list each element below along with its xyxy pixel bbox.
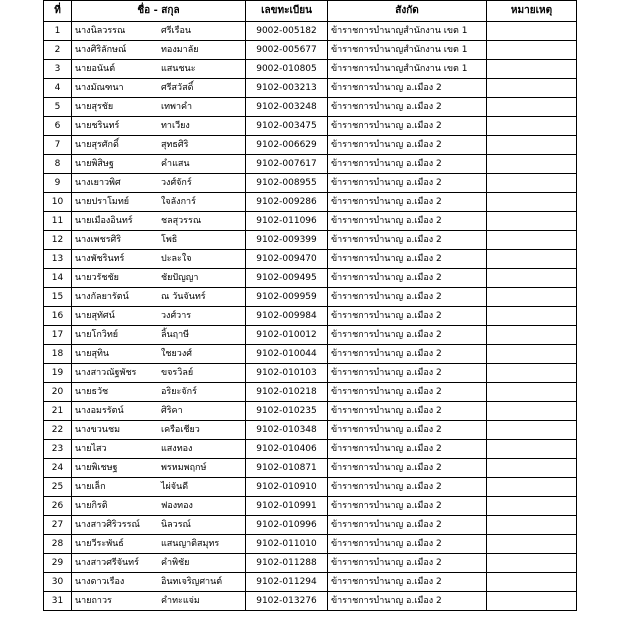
affiliation: ข้าราชการบำนาญ อ.เมือง 2	[328, 383, 487, 402]
remark	[487, 421, 577, 440]
affiliation: ข้าราชการบำนาญ อ.เมือง 2	[328, 478, 487, 497]
affiliation: ข้าราชการบำนาญ อ.เมือง 2	[328, 174, 487, 193]
row-number: 15	[44, 288, 72, 307]
last-name: ทองมาลัย	[161, 45, 199, 55]
remark	[487, 478, 577, 497]
registration-number: 9102-003248	[246, 98, 328, 117]
first-name: นายพิสิษฐ	[75, 159, 114, 169]
full-name	[72, 554, 246, 573]
registration-number: 9102-011010	[246, 535, 328, 554]
row-number: 12	[44, 231, 72, 250]
table-row	[44, 193, 577, 212]
table-row	[44, 383, 577, 402]
table-row	[44, 497, 577, 516]
affiliation: ข้าราชการบำนาญ อ.เมือง 2	[328, 345, 487, 364]
last-name: คำทะแจ่ม	[161, 596, 200, 606]
row-number: 29	[44, 554, 72, 573]
remark	[487, 288, 577, 307]
full-name	[72, 573, 246, 592]
first-name: นางมัณฑนา	[75, 83, 124, 93]
last-name: แสนญาติสมุทร	[161, 539, 220, 549]
table-row	[44, 421, 577, 440]
registration-number: 9102-009959	[246, 288, 328, 307]
remark	[487, 155, 577, 174]
table-row	[44, 402, 577, 421]
header-code: เลขทะเบียน	[246, 1, 328, 22]
last-name: วงศ์จักร์	[161, 178, 192, 188]
first-name: นายสุรชัย	[75, 102, 114, 112]
last-name: ใชยวงศ์	[161, 349, 192, 359]
first-name: นายเล็ก	[75, 482, 106, 492]
header-name: ชื่อ - สกุล	[72, 1, 246, 22]
full-name	[72, 231, 246, 250]
affiliation: ข้าราชการบำนาญ อ.เมือง 2	[328, 402, 487, 421]
remark	[487, 193, 577, 212]
affiliation: ข้าราชการบำนาญ อ.เมือง 2	[328, 554, 487, 573]
row-number: 26	[44, 497, 72, 516]
full-name	[72, 421, 246, 440]
table-row	[44, 573, 577, 592]
full-name	[72, 516, 246, 535]
last-name: นิลวรณ์	[161, 520, 191, 530]
first-name: นายอนันต์	[75, 64, 116, 74]
remark	[487, 174, 577, 193]
first-name: นายถาวร	[75, 596, 112, 606]
full-name	[72, 364, 246, 383]
table-row	[44, 326, 577, 345]
registration-number: 9102-011096	[246, 212, 328, 231]
full-name	[72, 250, 246, 269]
affiliation: ข้าราชการบำนาญ อ.เมือง 2	[328, 592, 487, 611]
row-number: 7	[44, 136, 72, 155]
registration-number: 9102-008955	[246, 174, 328, 193]
first-name: นายกิรติ	[75, 501, 108, 511]
table-row	[44, 136, 577, 155]
full-name	[72, 79, 246, 98]
last-name: ศิริคา	[161, 406, 183, 416]
remark	[487, 41, 577, 60]
table-row	[44, 212, 577, 231]
registration-number: 9102-003475	[246, 117, 328, 136]
header-no: ที่	[44, 1, 72, 22]
remark	[487, 307, 577, 326]
row-number: 4	[44, 79, 72, 98]
registration-number: 9102-010406	[246, 440, 328, 459]
first-name: นายเมืองอินทร์	[75, 216, 133, 226]
last-name: อินทเจริญศานต์	[161, 577, 223, 587]
row-number: 19	[44, 364, 72, 383]
full-name	[72, 535, 246, 554]
last-name: ชลสุวรรณ	[161, 216, 202, 226]
last-name: ทาเวียง	[161, 121, 190, 131]
table-row	[44, 79, 577, 98]
table-row	[44, 155, 577, 174]
remark	[487, 383, 577, 402]
table-row	[44, 174, 577, 193]
affiliation: ข้าราชการบำนาญ อ.เมือง 2	[328, 497, 487, 516]
full-name	[72, 136, 246, 155]
table-row	[44, 60, 577, 79]
member-table	[43, 0, 577, 611]
registration-number: 9102-010103	[246, 364, 328, 383]
registration-number: 9102-010235	[246, 402, 328, 421]
header-unit: สังกัด	[328, 1, 487, 22]
row-number: 25	[44, 478, 72, 497]
last-name: วงศ์วาร	[161, 311, 192, 321]
row-number: 27	[44, 516, 72, 535]
first-name: นายสุรศักดิ์	[75, 140, 119, 150]
table-row	[44, 554, 577, 573]
affiliation: ข้าราชการบำนาญ อ.เมือง 2	[328, 193, 487, 212]
registration-number: 9102-006629	[246, 136, 328, 155]
first-name: นางนิลวรรณ	[75, 26, 126, 36]
row-number: 18	[44, 345, 72, 364]
last-name: ศรีเรือน	[161, 26, 192, 36]
last-name: ใจลังการ์	[161, 197, 196, 207]
first-name: นายสุทิน	[75, 349, 110, 359]
full-name	[72, 22, 246, 41]
last-name: คำพิชัย	[161, 558, 190, 568]
table-row	[44, 535, 577, 554]
table-row	[44, 231, 577, 250]
row-number: 22	[44, 421, 72, 440]
full-name	[72, 345, 246, 364]
row-number: 20	[44, 383, 72, 402]
row-number: 10	[44, 193, 72, 212]
full-name	[72, 98, 246, 117]
table-row	[44, 307, 577, 326]
row-number: 16	[44, 307, 72, 326]
affiliation: ข้าราชการบำนาญสำนักงาน เขต 1	[328, 41, 487, 60]
registration-number: 9102-010991	[246, 497, 328, 516]
registration-number: 9002-005677	[246, 41, 328, 60]
full-name	[72, 41, 246, 60]
registration-number: 9102-010871	[246, 459, 328, 478]
affiliation: ข้าราชการบำนาญ อ.เมือง 2	[328, 288, 487, 307]
remark	[487, 364, 577, 383]
affiliation: ข้าราชการบำนาญ อ.เมือง 2	[328, 307, 487, 326]
table-row	[44, 98, 577, 117]
full-name	[72, 193, 246, 212]
full-name	[72, 117, 246, 136]
table-row	[44, 592, 577, 611]
affiliation: ข้าราชการบำนาญ อ.เมือง 2	[328, 231, 487, 250]
registration-number: 9002-010805	[246, 60, 328, 79]
remark	[487, 231, 577, 250]
table-row	[44, 364, 577, 383]
remark	[487, 136, 577, 155]
registration-number: 9102-010996	[246, 516, 328, 535]
registration-number: 9102-009470	[246, 250, 328, 269]
last-name: ลิ้นฤาษี	[161, 330, 190, 340]
registration-number: 9102-007617	[246, 155, 328, 174]
last-name: ศรีสวัสดิ์	[161, 83, 194, 93]
first-name: นายธวัช	[75, 387, 109, 397]
first-name: นายปราโมทย์	[75, 197, 130, 207]
row-number: 28	[44, 535, 72, 554]
last-name: ไผ่จันดี	[161, 482, 189, 492]
last-name: เทพาคำ	[161, 102, 193, 112]
remark	[487, 117, 577, 136]
registration-number: 9002-005182	[246, 22, 328, 41]
full-name	[72, 60, 246, 79]
affiliation: ข้าราชการบำนาญ อ.เมือง 2	[328, 117, 487, 136]
table-row	[44, 117, 577, 136]
row-number: 21	[44, 402, 72, 421]
remark	[487, 212, 577, 231]
first-name: นางอมรรัตน์	[75, 406, 124, 416]
affiliation: ข้าราชการบำนาญ อ.เมือง 2	[328, 364, 487, 383]
row-number: 3	[44, 60, 72, 79]
affiliation: ข้าราชการบำนาญสำนักงาน เขต 1	[328, 22, 487, 41]
row-number: 24	[44, 459, 72, 478]
remark	[487, 345, 577, 364]
full-name	[72, 307, 246, 326]
remark	[487, 592, 577, 611]
first-name: นายพิเชษฐ	[75, 463, 118, 473]
remark	[487, 554, 577, 573]
row-number: 8	[44, 155, 72, 174]
affiliation: ข้าราชการบำนาญ อ.เมือง 2	[328, 573, 487, 592]
full-name	[72, 269, 246, 288]
first-name: นายวีระพันธ์	[75, 539, 124, 549]
full-name	[72, 592, 246, 611]
registration-number: 9102-013276	[246, 592, 328, 611]
registration-number: 9102-010910	[246, 478, 328, 497]
full-name	[72, 383, 246, 402]
last-name: คำแสน	[161, 159, 190, 169]
last-name: ขจรวิลย์	[161, 368, 194, 378]
first-name: นางพัชรินทร์	[75, 254, 125, 264]
last-name: ณ วันจันทร์	[161, 292, 206, 302]
first-name: นางกัลยารัตน์	[75, 292, 129, 302]
last-name: ฟองทอง	[161, 501, 193, 511]
full-name	[72, 440, 246, 459]
table-row	[44, 41, 577, 60]
remark	[487, 269, 577, 288]
full-name	[72, 174, 246, 193]
affiliation: ข้าราชการบำนาญ อ.เมือง 2	[328, 98, 487, 117]
remark	[487, 98, 577, 117]
affiliation: ข้าราชการบำนาญ อ.เมือง 2	[328, 421, 487, 440]
first-name: นางเยาวพิศ	[75, 178, 121, 188]
last-name: ปะละใจ	[161, 254, 192, 264]
remark	[487, 402, 577, 421]
first-name: นายโกวิทย์	[75, 330, 119, 340]
registration-number: 9102-009286	[246, 193, 328, 212]
table-row	[44, 478, 577, 497]
row-number: 1	[44, 22, 72, 41]
remark	[487, 497, 577, 516]
full-name	[72, 288, 246, 307]
registration-number: 9102-010044	[246, 345, 328, 364]
table-row	[44, 345, 577, 364]
first-name: นายชรินทร์	[75, 121, 120, 131]
last-name: เครือเชียว	[161, 425, 200, 435]
last-name: สุทธศิริ	[161, 140, 189, 150]
remark	[487, 535, 577, 554]
affiliation: ข้าราชการบำนาญ อ.เมือง 2	[328, 79, 487, 98]
full-name	[72, 326, 246, 345]
affiliation: ข้าราชการบำนาญ อ.เมือง 2	[328, 250, 487, 269]
affiliation: ข้าราชการบำนาญ อ.เมือง 2	[328, 535, 487, 554]
table-row	[44, 250, 577, 269]
affiliation: ข้าราชการบำนาญ อ.เมือง 2	[328, 269, 487, 288]
full-name	[72, 155, 246, 174]
header-note: หมายเหตุ	[487, 1, 577, 22]
remark	[487, 573, 577, 592]
row-number: 13	[44, 250, 72, 269]
remark	[487, 440, 577, 459]
affiliation: ข้าราชการบำนาญ อ.เมือง 2	[328, 440, 487, 459]
table-row	[44, 22, 577, 41]
affiliation: ข้าราชการบำนาญ อ.เมือง 2	[328, 516, 487, 535]
registration-number: 9102-009984	[246, 307, 328, 326]
full-name	[72, 459, 246, 478]
full-name	[72, 212, 246, 231]
first-name: นายไสว	[75, 444, 107, 454]
first-name: นางศิริลักษณ์	[75, 45, 127, 55]
full-name	[72, 402, 246, 421]
first-name: นายสุทัศน์	[75, 311, 115, 321]
row-number: 30	[44, 573, 72, 592]
row-number: 11	[44, 212, 72, 231]
first-name: นางสาวณัฐพัชร	[75, 368, 137, 378]
first-name: นางสาวศิริวรรณ์	[75, 520, 140, 530]
header-row	[44, 1, 577, 22]
last-name: ชัยปัญญา	[161, 273, 199, 283]
full-name	[72, 497, 246, 516]
last-name: แสงทอง	[161, 444, 193, 454]
first-name: นางดาวเรือง	[75, 577, 125, 587]
registration-number: 9102-010348	[246, 421, 328, 440]
last-name: อริยะจักร์	[161, 387, 197, 397]
registration-number: 9102-009399	[246, 231, 328, 250]
registration-number: 9102-010218	[246, 383, 328, 402]
remark	[487, 60, 577, 79]
row-number: 14	[44, 269, 72, 288]
row-number: 6	[44, 117, 72, 136]
table-row	[44, 269, 577, 288]
row-number: 5	[44, 98, 72, 117]
remark	[487, 326, 577, 345]
remark	[487, 79, 577, 98]
first-name: นางขวนชม	[75, 425, 120, 435]
remark	[487, 516, 577, 535]
row-number: 17	[44, 326, 72, 345]
last-name: โพธิ	[161, 235, 178, 245]
registration-number: 9102-003213	[246, 79, 328, 98]
affiliation: ข้าราชการบำนาญ อ.เมือง 2	[328, 155, 487, 174]
full-name	[72, 478, 246, 497]
affiliation: ข้าราชการบำนาญ อ.เมือง 2	[328, 136, 487, 155]
row-number: 23	[44, 440, 72, 459]
affiliation: ข้าราชการบำนาญสำนักงาน เขต 1	[328, 60, 487, 79]
row-number: 2	[44, 41, 72, 60]
table-row	[44, 288, 577, 307]
registration-number: 9102-009495	[246, 269, 328, 288]
table-row	[44, 459, 577, 478]
row-number: 31	[44, 592, 72, 611]
table-row	[44, 516, 577, 535]
remark	[487, 22, 577, 41]
affiliation: ข้าราชการบำนาญ อ.เมือง 2	[328, 459, 487, 478]
first-name: นายวรัชชัย	[75, 273, 119, 283]
table-row	[44, 440, 577, 459]
affiliation: ข้าราชการบำนาญ อ.เมือง 2	[328, 212, 487, 231]
affiliation: ข้าราชการบำนาญ อ.เมือง 2	[328, 326, 487, 345]
row-number: 9	[44, 174, 72, 193]
remark	[487, 459, 577, 478]
table-body	[44, 22, 577, 611]
registration-number: 9102-011288	[246, 554, 328, 573]
first-name: นางเพชรศิริ	[75, 235, 122, 245]
last-name: แสนชนะ	[161, 64, 196, 74]
last-name: พรหมพฤกษ์	[161, 463, 207, 473]
remark	[487, 250, 577, 269]
registration-number: 9102-011294	[246, 573, 328, 592]
registration-number: 9102-010012	[246, 326, 328, 345]
first-name: นางสาวศรีจันทร์	[75, 558, 139, 568]
